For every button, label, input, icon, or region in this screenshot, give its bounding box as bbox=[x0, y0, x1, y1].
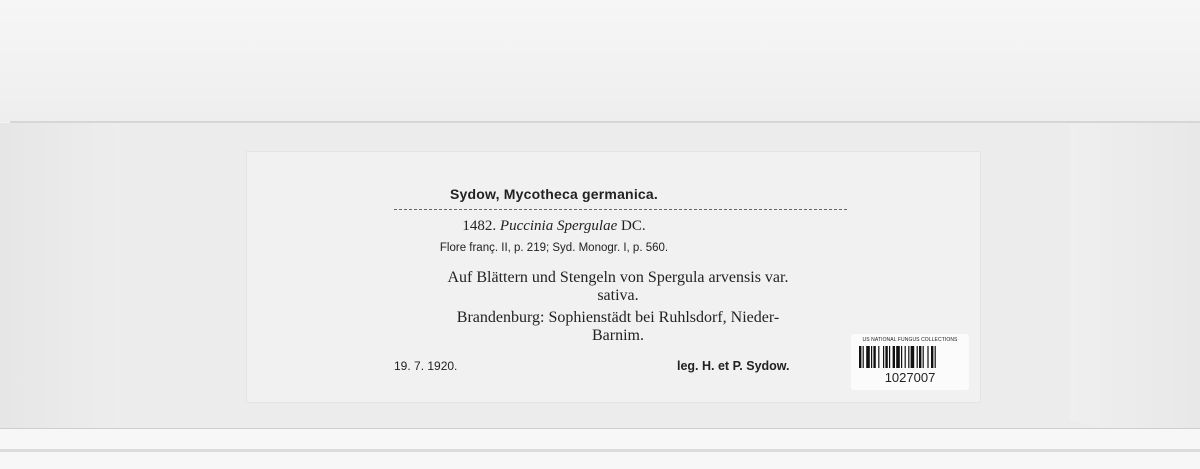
barcode-icon bbox=[859, 346, 961, 368]
label-title: Sydow, Mycotheca germanica. bbox=[450, 186, 658, 202]
collection-date: 19. 7. 1920. bbox=[394, 359, 458, 373]
envelope-left-flap bbox=[0, 123, 120, 453]
locality-line-2: Barnim. bbox=[592, 327, 644, 344]
locality-description bbox=[387, 309, 849, 345]
locality-line-1: Brandenburg: Sophienstädt bei Ruhlsdorf, Nieder- bbox=[456, 309, 780, 326]
host-description bbox=[387, 269, 849, 305]
barcode-tag bbox=[851, 334, 969, 390]
species-author: DC. bbox=[620, 218, 646, 234]
bottom-strip bbox=[0, 428, 1200, 469]
host-line-2: sativa. bbox=[597, 287, 639, 304]
collector: leg. H. et P. Sydow. bbox=[677, 359, 790, 373]
specimen-label bbox=[247, 152, 980, 402]
divider-rule bbox=[394, 209, 847, 210]
exsiccata-number: 1482. bbox=[462, 218, 497, 234]
barcode-number: 1027007 bbox=[884, 370, 936, 385]
species-line bbox=[247, 218, 861, 235]
literature-reference: Flore franç. II, p. 219; Syd. Monogr. I, p. 560. bbox=[439, 242, 669, 254]
barcode-caption: US NATIONAL FUNGUS COLLECTIONS bbox=[862, 337, 958, 343]
envelope-right-flap bbox=[1070, 123, 1200, 453]
sheet-top bbox=[0, 0, 1200, 122]
species-name: Puccinia Spergulae bbox=[499, 218, 618, 234]
host-line-1: Auf Blättern und Stengeln von Spergula arvensis var. bbox=[447, 269, 789, 286]
